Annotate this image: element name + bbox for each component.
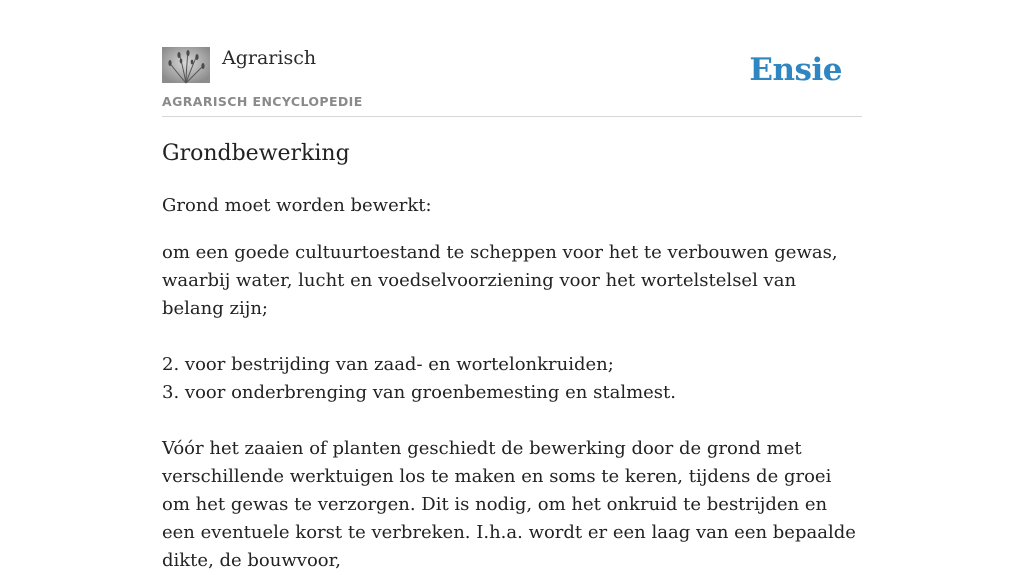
wheat-image-icon[interactable]: [162, 47, 210, 83]
article-intro: Grond moet worden bewerkt:: [162, 195, 432, 216]
brand-logo[interactable]: Ensie: [749, 52, 842, 88]
article-paragraph: om een goede cultuurtoestand te scheppen voor het te verbouwen gewas, waarbij water, lucht en voedselvoorziening voor het wortelstelsel van belang zijn;: [162, 242, 838, 319]
article-paragraph: Vóór het zaaien of planten geschiedt de bewerking door de grond met verschillende werktuigen los te maken en soms te keren, tijdens de groei om het gewas te verzorgen. Dit is nodig, om het onkruid te bestrijden en een eventuele korst te verbreken. I.h.a. wordt er een laag van een bepaalde dikte, de bouwvoor,: [162, 438, 856, 571]
article-content: [162, 138, 862, 575]
publication-subtitle: AGRARISCH ENCYCLOPEDIE: [162, 94, 363, 109]
site-header: [162, 46, 862, 117]
list-item: 2. voor bestrijding van zaad- en wortelonkruiden;: [162, 354, 614, 375]
list-item: 3. voor onderbrenging van groenbemesting en stalmest.: [162, 382, 676, 403]
article-title: Grondbewerking: [162, 141, 350, 166]
publication-title[interactable]: Agrarisch: [222, 47, 317, 69]
article-list: [162, 351, 862, 407]
